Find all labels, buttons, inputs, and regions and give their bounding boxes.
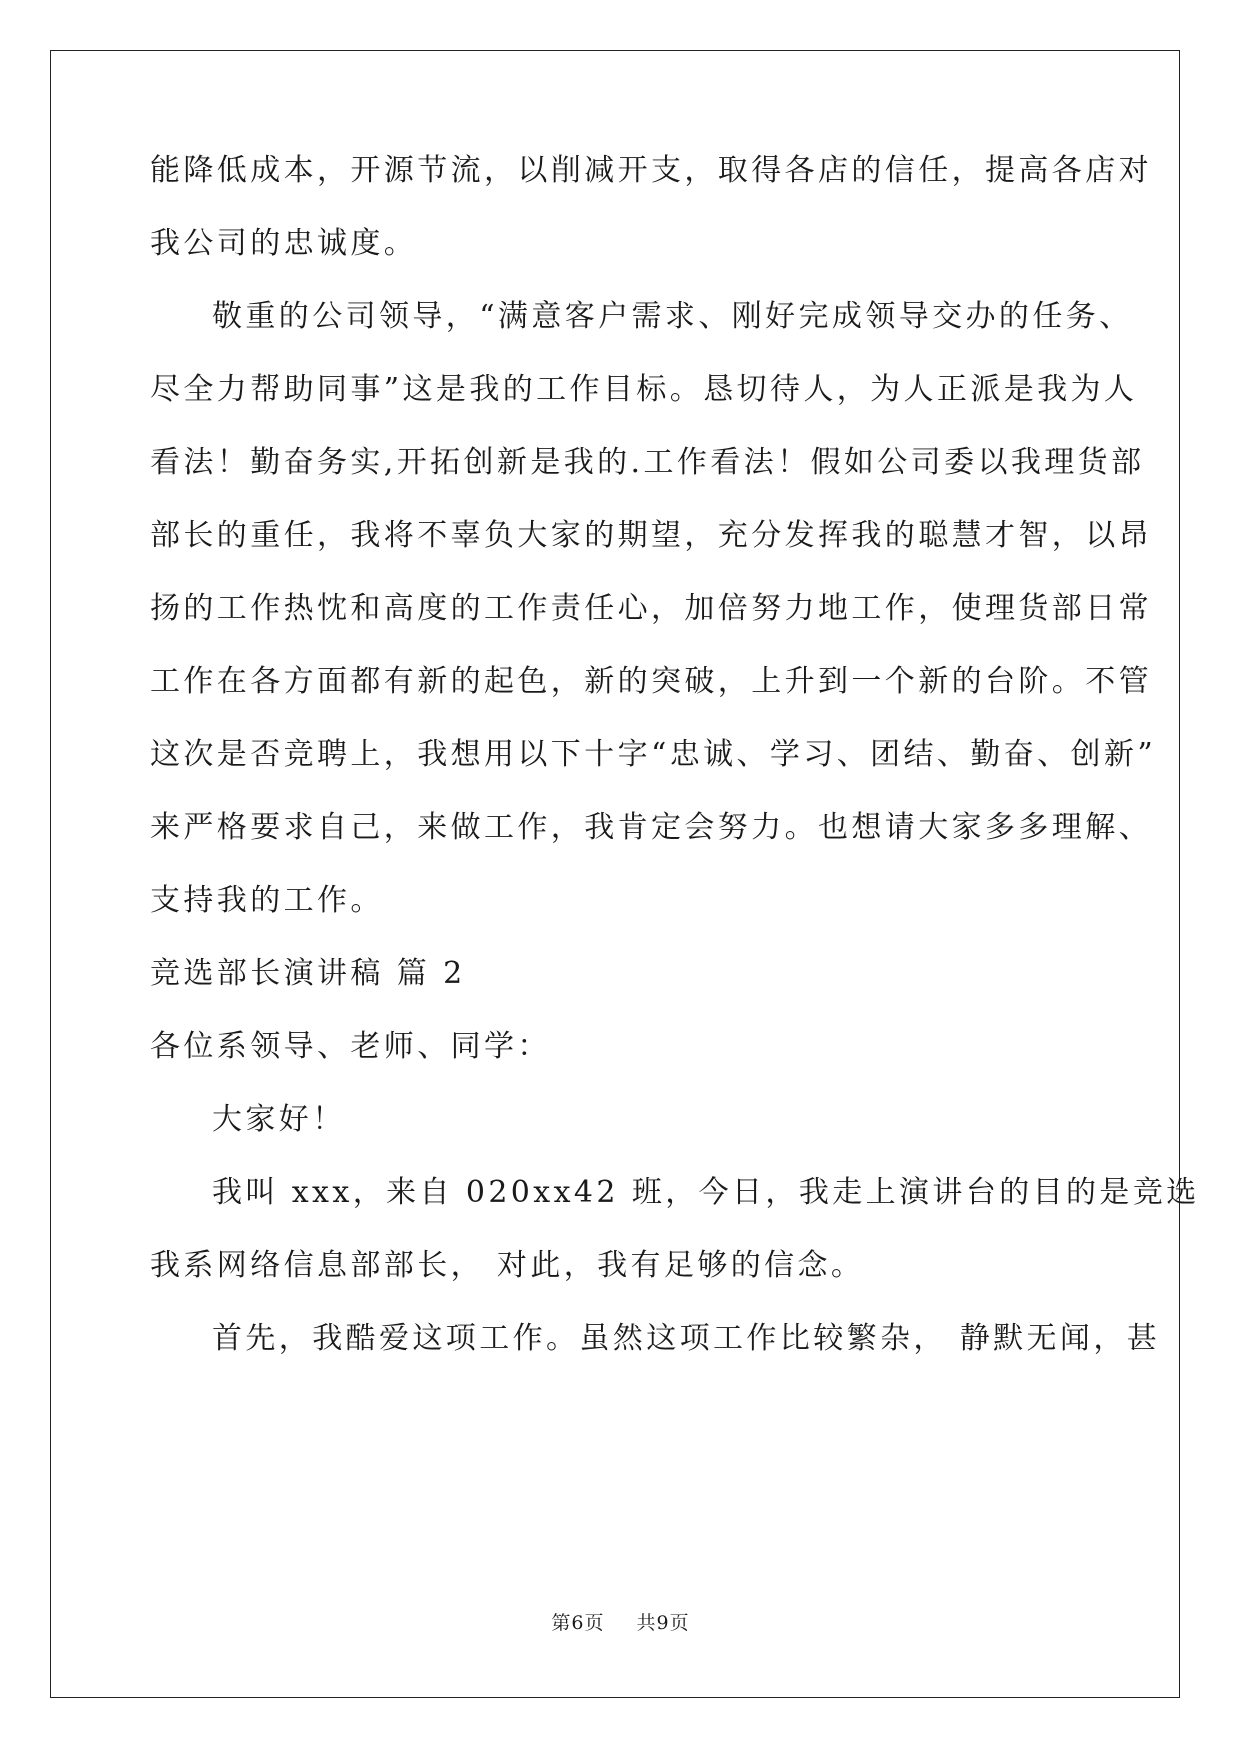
text-line: 支持我的工作。 [150, 883, 384, 918]
text-line: 尽全力帮助同事”这是我的工作目标。恳切待人，为人正派是我为人 [150, 372, 1138, 407]
page-footer [0, 1611, 1241, 1635]
text-line: 工作在各方面都有新的起色，新的突破，上升到一个新的台阶。不管 [150, 664, 1152, 699]
text-line: 看法！勤奋务实,开拓创新是我的.工作看法！假如公司委以我理货部 [150, 445, 1145, 480]
page-total: 共9页 [636, 1612, 690, 1634]
text-line: 首先，我酷爱这项工作。虽然这项工作比较繁杂， 静默无闻，甚 [212, 1321, 1161, 1356]
text-line: 我系网络信息部部长， 对此，我有足够的信念。 [150, 1248, 865, 1283]
text-line: 我叫 xxx，来自 020xx42 班，今日，我走上演讲台的目的是竞选 [212, 1175, 1200, 1210]
section-heading: 竞选部长演讲稿 篇 2 [150, 956, 466, 991]
page-number: 第6页 [551, 1612, 605, 1634]
text-line: 我公司的忠诚度。 [150, 226, 418, 261]
text-line: 能降低成本，开源节流，以削减开支，取得各店的信任，提高各店对 [150, 153, 1152, 188]
greeting: 大家好！ [212, 1102, 346, 1137]
salutation: 各位系领导、老师、同学： [150, 1029, 551, 1064]
text-line: 这次是否竞聘上，我想用以下十字“忠诚、学习、团结、勤奋、创新” [150, 737, 1157, 772]
text-line: 部长的重任，我将不辜负大家的期望，充分发挥我的聪慧才智，以昂 [150, 518, 1152, 553]
text-line: 来严格要求自己，来做工作，我肯定会努力。也想请大家多多理解、 [150, 810, 1152, 845]
text-line: 敬重的公司领导，“满意客户需求、刚好完成领导交办的任务、 [212, 299, 1133, 334]
text-line: 扬的工作热忱和高度的工作责任心，加倍努力地工作，使理货部日常 [150, 591, 1152, 626]
